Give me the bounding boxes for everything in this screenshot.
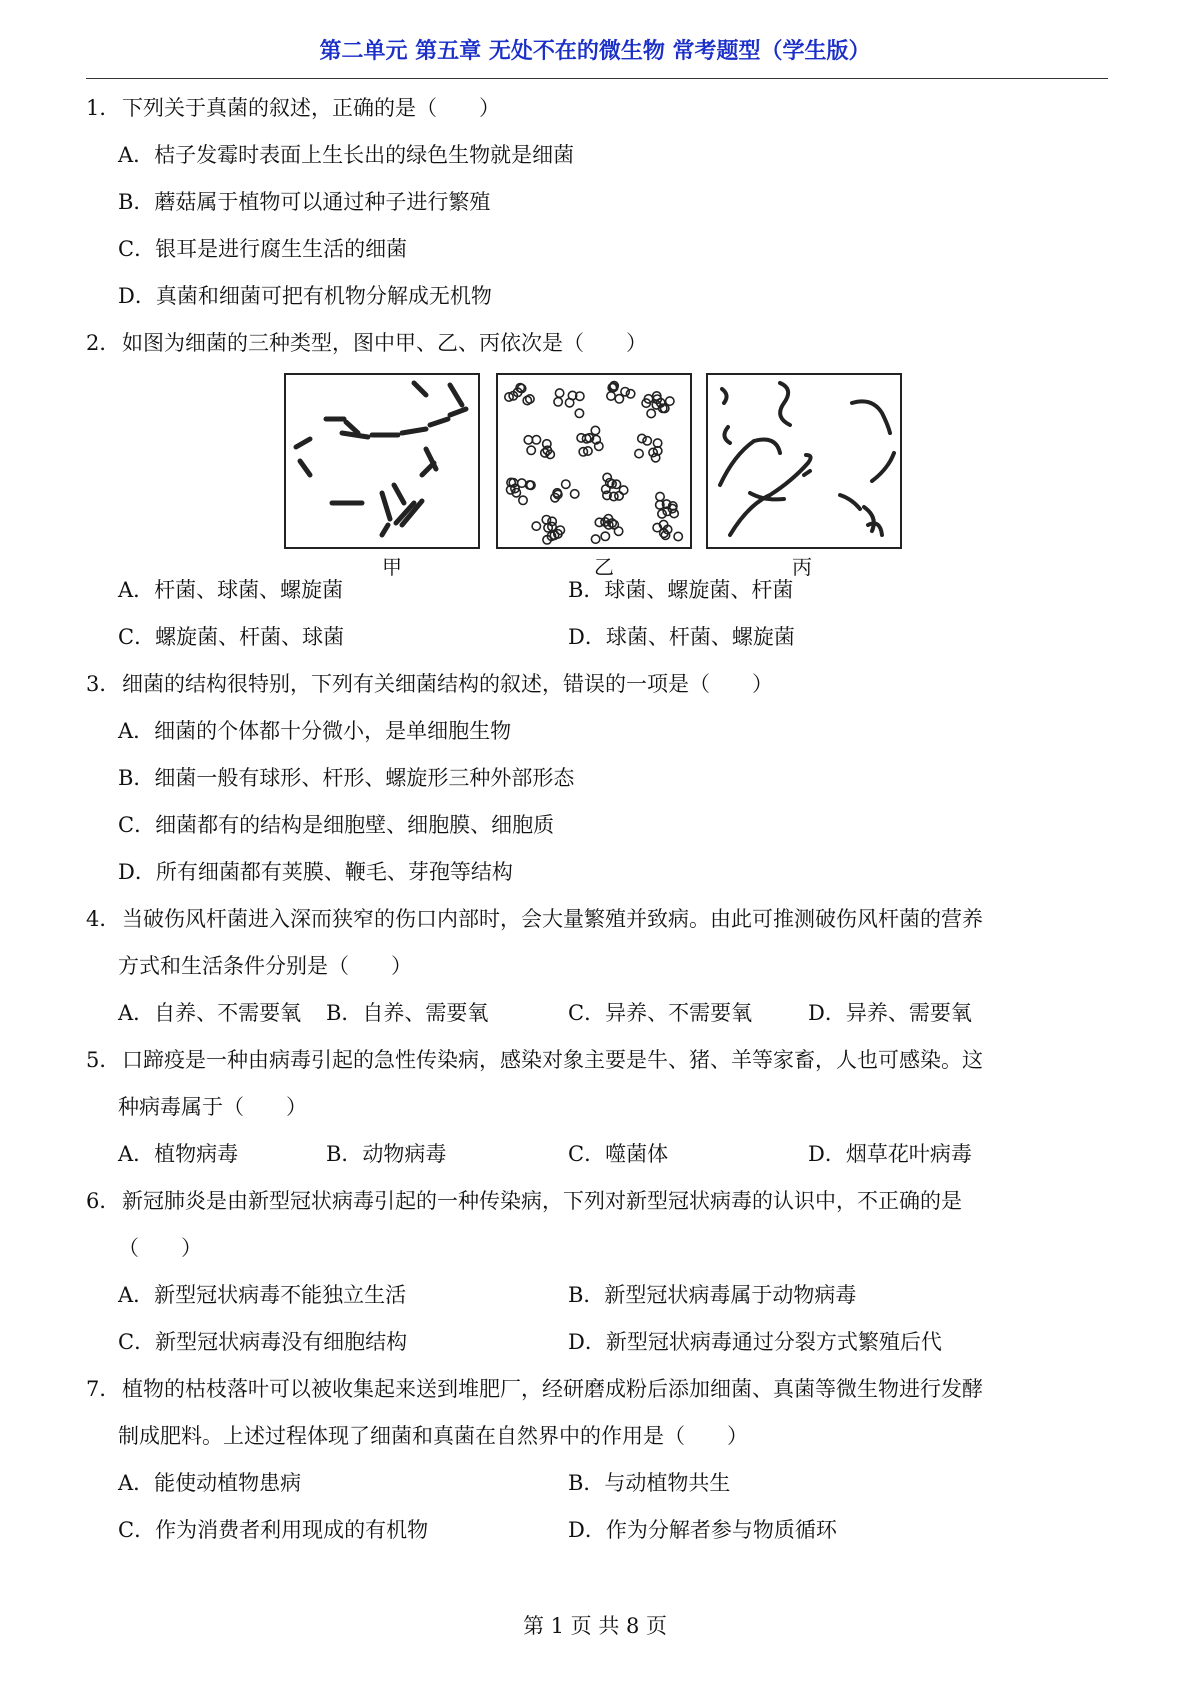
coccus-cell <box>647 409 655 417</box>
option: B．新型冠状病毒属于动物病毒 <box>568 1283 857 1307</box>
coccus-cell <box>614 527 622 535</box>
option: B．球菌、螺旋菌、杆菌 <box>568 578 794 602</box>
panel-cocci <box>496 373 692 549</box>
option: C．噬菌体 <box>568 1142 669 1166</box>
option: B．细菌一般有球形、杆形、螺旋形三种外部形态 <box>118 766 575 790</box>
coccus-cell <box>565 399 573 407</box>
question-stem: 口蹄疫是一种由病毒引起的急性传染病，感染对象主要是牛、猪、羊等家畜，人也可感染。这 <box>122 1048 983 1072</box>
question-stem: 植物的枯枝落叶可以被收集起来送到堆肥厂，经研磨成粉后添加细菌、真菌等微生物进行发酵 <box>122 1377 983 1401</box>
option: D．真菌和细菌可把有机物分解成无机物 <box>118 284 492 308</box>
coccus-cell <box>607 392 615 400</box>
coccus-cell <box>577 434 585 442</box>
option: A．自养、不需要氧 <box>118 1001 302 1025</box>
coccus-cell <box>523 396 531 404</box>
coccus-cell <box>519 496 527 504</box>
coccus-cell <box>601 532 609 540</box>
question-stem: 如图为细菌的三种类型，图中甲、乙、丙依次是（ ） <box>122 331 647 355</box>
question-1 <box>86 85 1110 320</box>
option: D．新型冠状病毒通过分裂方式繁殖后代 <box>568 1330 942 1354</box>
option: B．蘑菇属于植物可以通过种子进行繁殖 <box>118 190 491 214</box>
coccus-cell <box>674 532 682 540</box>
question-stem-continued: （ ） <box>118 1236 202 1260</box>
coccus-cell <box>635 449 643 457</box>
page-header-title: 第二单元 第五章 无处不在的微生物 常考题型（学生版） <box>319 39 871 64</box>
question-stem-continued: 方式和生活条件分别是（ ） <box>118 954 412 978</box>
option: A．新型冠状病毒不能独立生活 <box>118 1283 407 1307</box>
question-stem: 当破伤风杆菌进入深而狭窄的伤口内部时，会大量繁殖并致病。由此可推测破伤风杆菌的营养 <box>122 907 983 931</box>
question-7 <box>86 1366 1110 1554</box>
option: A．植物病毒 <box>118 1142 239 1166</box>
coccus-cell <box>554 398 562 406</box>
question-stem: 新冠肺炎是由新型冠状病毒引起的一种传染病，下列对新型冠状病毒的认识中，不正确的是 <box>122 1189 962 1213</box>
coccus-cell <box>643 437 651 445</box>
coccus-cell <box>555 389 563 397</box>
option: B．自养、需要氧 <box>326 1001 489 1025</box>
option: C．异养、不需要氧 <box>568 1001 753 1025</box>
coccus-cell <box>562 480 570 488</box>
coccus-cell <box>656 492 664 500</box>
coccus-cell <box>548 517 556 525</box>
option: A．细菌的个体都十分微小，是单细胞生物 <box>118 719 512 743</box>
question-3 <box>86 661 1110 896</box>
coccus-cell <box>666 397 674 405</box>
coccus-cell <box>591 426 599 434</box>
option: C．新型冠状病毒没有细胞结构 <box>118 1330 408 1354</box>
question-list <box>86 85 1110 1554</box>
question-stem: 下列关于真菌的叙述，正确的是（ ） <box>122 96 500 120</box>
question-number: 5． <box>86 1048 121 1072</box>
option: A．桔子发霉时表面上生长出的绿色生物就是细菌 <box>118 143 575 167</box>
question-stem-continued: 制成肥料。上述过程体现了细菌和真菌在自然界中的作用是（ ） <box>118 1424 748 1448</box>
question-2 <box>86 320 1110 661</box>
coccus-cell <box>621 388 629 396</box>
caption-yi: 乙 <box>594 555 614 579</box>
option: D．所有细菌都有荚膜、鞭毛、芽孢等结构 <box>118 860 513 884</box>
question-number: 1． <box>86 96 121 120</box>
option: A．能使动植物患病 <box>118 1471 302 1495</box>
coccus-cell <box>619 486 627 494</box>
caption-bing: 丙 <box>792 555 812 579</box>
option: D．球菌、杆菌、螺旋菌 <box>568 625 795 649</box>
page-number-footer: 第 1 页 共 8 页 <box>522 1614 668 1638</box>
question-5 <box>86 1037 1110 1178</box>
spirilla-illustration <box>708 375 900 547</box>
question-number: 3． <box>86 672 121 696</box>
question-6 <box>86 1178 1110 1366</box>
coccus-cell <box>532 436 540 444</box>
coccus-cell <box>615 492 623 500</box>
option: C．银耳是进行腐生生活的细菌 <box>118 237 408 261</box>
coccus-cell <box>591 535 599 543</box>
option: A．杆菌、球菌、螺旋菌 <box>118 578 344 602</box>
coccus-cell <box>638 434 646 442</box>
option: C．作为消费者利用现成的有机物 <box>118 1518 429 1542</box>
option: B．与动植物共生 <box>568 1471 731 1495</box>
coccus-cell <box>615 395 623 403</box>
option: D．作为分解者参与物质循环 <box>568 1518 837 1542</box>
panel-spirilla <box>706 373 902 549</box>
coccus-cell <box>571 490 579 498</box>
option: C．细菌都有的结构是细胞壁、细胞膜、细胞质 <box>118 813 555 837</box>
question-number: 7． <box>86 1377 121 1401</box>
option: D．烟草花叶病毒 <box>808 1142 972 1166</box>
question-stem: 细菌的结构很特别，下列有关细菌结构的叙述，错误的一项是（ ） <box>122 672 773 696</box>
question-4 <box>86 896 1110 1037</box>
cocci-illustration <box>498 375 690 547</box>
panel-bacilli <box>284 373 480 549</box>
caption-jia: 甲 <box>382 555 402 579</box>
question-stem-continued: 种病毒属于（ ） <box>118 1095 307 1119</box>
bacilli-illustration <box>286 375 478 547</box>
option: B．动物病毒 <box>326 1142 447 1166</box>
bacteria-figure <box>86 373 1110 579</box>
coccus-cell <box>527 446 535 454</box>
coccus-cell <box>626 390 634 398</box>
option: D．异养、需要氧 <box>808 1001 972 1025</box>
coccus-cell <box>532 522 540 530</box>
coccus-cell <box>575 409 583 417</box>
question-number: 6． <box>86 1189 121 1213</box>
question-number: 4． <box>86 907 121 931</box>
coccus-cell <box>524 436 532 444</box>
question-number: 2． <box>86 331 121 355</box>
header-divider <box>86 78 1108 79</box>
option: C．螺旋菌、杆菌、球菌 <box>118 625 345 649</box>
